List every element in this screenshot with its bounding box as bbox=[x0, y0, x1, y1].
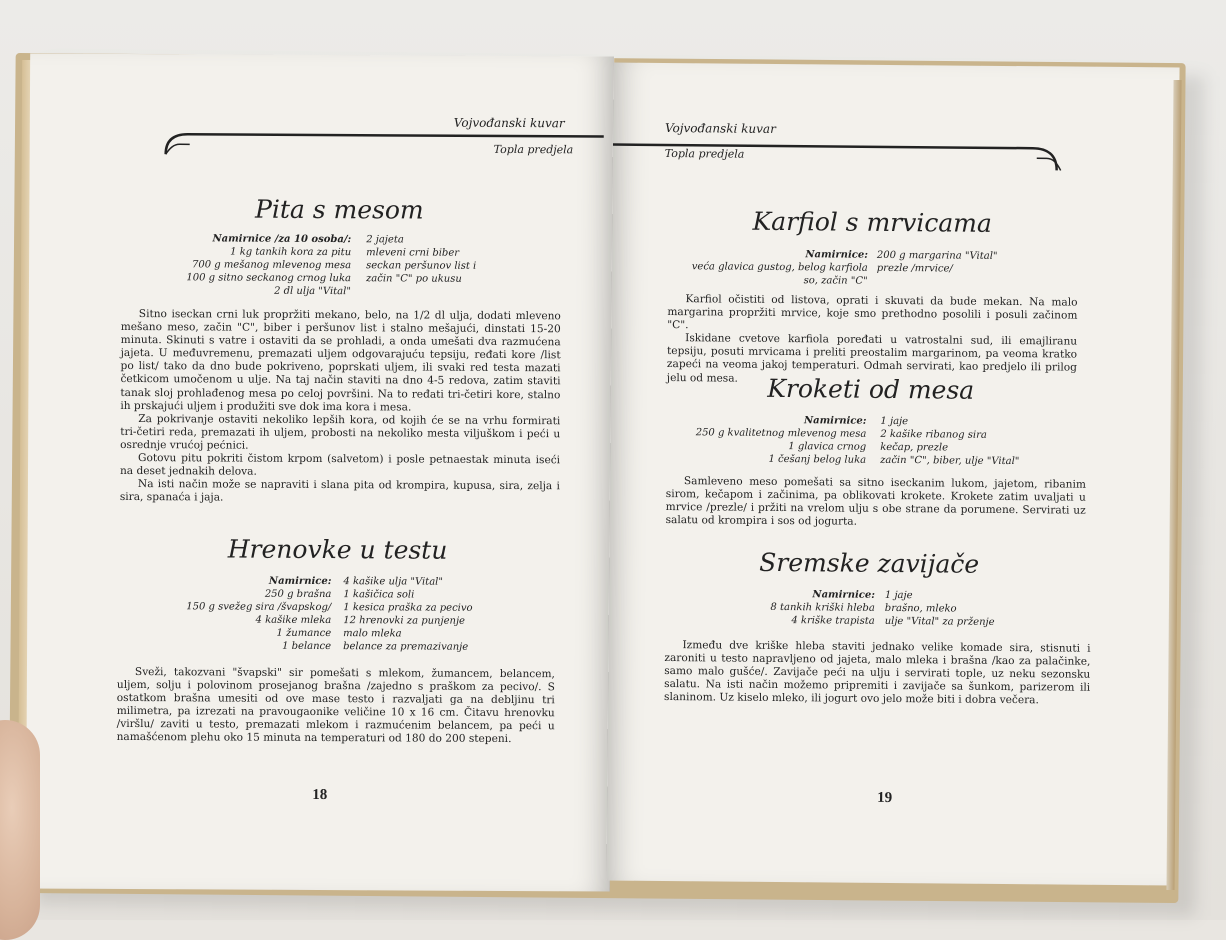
instruction-paragraph: Iskidane cvetove karfiola poređati u vatrostalni sud, ili emajliranu tepsiju, posuti mrvicama i preliti preostalim margarinom, pa veoma kratko zapeći na veoma jakoj temperaturi. Odmah servirati, kao predjelo ili prilog jelu od mesa. bbox=[666, 332, 1078, 385]
recipe-instructions bbox=[664, 639, 1091, 708]
ingredients-list bbox=[29, 231, 613, 304]
instruction-paragraph: Sveži, takozvani "švapski" sir pomešati s mlekom, žumancem, belancem, uljem, solju i polovinom prosejanog brašna /zajedno s praškom za pecivo/. S ostatkom brašna umesiti od ove mase testo i razvaljati ga na debljinu tri milimetra, pa izrezati na pravougaonike veličine 10 x 16 cm. Čitavu hrenovku /viršlu/ zaviti u testo, premazati mlekom i razmućenim belancem, pa peći u namašćenom plehu oko 15 minuta na temperaturi od 180 do 200 stepeni. bbox=[116, 666, 555, 746]
ingredient-item: prezle /mrvice/ bbox=[876, 262, 953, 275]
instruction-paragraph: Samleveno meso pomešati sa sitno iseckanim lukom, jajetom, ribanim sirom, kečapom i začinima, pa oblikovati krokete. Krokete zatim uvaljati u mrvice /prezle/ i pržiti na vrelom ulju s obe strane da porumene. Servirati uz salatu od krompira i sos od jogurta. bbox=[665, 475, 1086, 528]
ingredient-item: malo mleka bbox=[343, 628, 402, 640]
recipe-title: Kroketi od mesa bbox=[767, 373, 975, 405]
instruction-paragraph: Između dve kriške hleba staviti jednako velike komade sira, stisnuti i zaroniti u testo napravljeno od jajeta, malo mleka i brašna /kao za palačinke, samo malo gušće/. Zavijače peći na ulju i servirati tople, uz neku sezonsku salatu. Na isti način možemo pripremiti i zavijače sa šunkom, parizerom ili slaninom. Uz kiselo mleko, ili jogurt ovo jelo može biti i dobra večera. bbox=[663, 639, 1091, 707]
page-number: 19 bbox=[877, 789, 893, 807]
section-label-left: Topla predjela bbox=[493, 142, 574, 157]
ingredient-item: 1 kašičica soli bbox=[343, 589, 415, 601]
section-label-right: Topla predjela bbox=[664, 146, 745, 161]
instruction-paragraph: Za pokrivanje ostaviti nekoliko lepših kora, od kojih će se na vrhu formirati tri-četiri reda, premazati ih uljem, probosti na nekoliko mesta viljuškom i peći u osrednje vrućoj pećnici. bbox=[120, 412, 561, 452]
recipe-title: Sremske zavijače bbox=[759, 547, 980, 579]
recipe-title: Hrenovke u testu bbox=[227, 534, 448, 565]
instruction-paragraph: Gotovu pitu pokriti čistom krpom (salvetom) i posle petnaestak minuta iseći na deset jednakih delova. bbox=[119, 452, 561, 478]
ingredient-item: 2 dl ulja "Vital" bbox=[274, 285, 351, 298]
ingredient-item: začin "C", biber, ulje "Vital" bbox=[880, 454, 1020, 468]
recipe-instructions bbox=[117, 666, 555, 747]
ingredients-list bbox=[27, 573, 611, 661]
ingredient-item: so, začin "C" bbox=[803, 275, 868, 287]
left-page bbox=[26, 53, 614, 891]
ingredient-item: 1 glavica crnog bbox=[788, 441, 867, 453]
ingredients-list bbox=[612, 247, 1178, 292]
ingredient-item: 1 jaje bbox=[880, 415, 909, 428]
ingredient-item: 1 jaje bbox=[884, 589, 913, 602]
ingredients-list bbox=[609, 587, 1175, 637]
page-number: 18 bbox=[312, 786, 328, 804]
ingredient-item: 8 tankih kriški hleba bbox=[770, 601, 875, 614]
ingredient-item: 150 g svežeg sira /švapskog/ bbox=[186, 601, 332, 614]
thumb bbox=[0, 720, 40, 940]
ingredient-item: 250 g kvalitetnog mlevenog mesa bbox=[695, 427, 867, 440]
recipe-instructions bbox=[666, 475, 1086, 531]
instruction-paragraph: Sitno iseckan crni luk propržiti mekano, belo, na 1/2 dl ulja, dodati mleveno mešano meso, začin "C", biber i peršunov list i stalno mešajući, dinstati 15-20 minuta. Skinuti s vatre i ostaviti da se prohladi, a onda umešati dva razmućena jajeta. U međuvremenu, premazati uljem odgovarajuću tepsiju, ređati kore /list po list/ tako da dno bude pokriveno, poprskati uljem, ili svaki red testa mazati četkicom umočenom u ulje. Na taj način staviti na dno 4-5 redova, zatim staviti tanak sloj prohlađenog mesa po celoj površini. Na to ređati tri-četiri kore, stalno ih prskajući uljem i produžiti sve dok ima kora i mesa. bbox=[120, 308, 561, 414]
ingredient-item: 2 jajeta bbox=[366, 234, 404, 246]
ingredient-item: veća glavica gustog, belog karfiola bbox=[691, 261, 868, 274]
ingredient-item: brašno, mleko bbox=[884, 602, 957, 615]
ingredient-item: kečap, prezle bbox=[880, 441, 949, 454]
ingredient-item: začin "C" po ukusu bbox=[365, 273, 462, 285]
ingredient-item: 2 kašike ribanog sira bbox=[880, 428, 987, 441]
ingredient-item: 250 g brašna bbox=[264, 588, 332, 601]
ingredient-item: 12 hrenovki za punjenje bbox=[343, 615, 466, 627]
header-title-right: Vojvođanski kuvar bbox=[664, 120, 776, 136]
ingredient-item: 200 g margarina "Vital" bbox=[876, 249, 998, 262]
ingredients-list bbox=[610, 413, 1176, 473]
ingredient-item: 1 belance bbox=[282, 640, 332, 653]
recipe-title: Karfiol s mrvicama bbox=[752, 206, 992, 238]
ingredient-item: 1 kesica praška za pecivo bbox=[343, 602, 473, 614]
ingredient-heading: Namirnice: bbox=[268, 575, 332, 588]
ingredient-heading: Namirnice /za 10 osoba/: bbox=[212, 233, 352, 246]
ingredient-heading: Namirnice: bbox=[803, 415, 867, 427]
instruction-paragraph: Na isti način može se napraviti i slana pita od krompira, kupusa, sira, zelja i sira, spanaća i jaja. bbox=[119, 478, 560, 504]
ingredient-item: 100 g sitno seckanog crnog luka bbox=[186, 272, 352, 285]
ingredient-item: 1 kg tankih kora za pitu bbox=[230, 246, 352, 259]
recipe-instructions bbox=[120, 308, 561, 507]
ingredient-item: 4 kašike ulja "Vital" bbox=[343, 576, 444, 588]
ingredient-item: mleveni crni biber bbox=[366, 247, 460, 259]
header-title-left: Vojvođanski kuvar bbox=[453, 115, 565, 131]
right-page bbox=[606, 63, 1179, 886]
ingredient-item: 1 češanj belog luka bbox=[768, 453, 867, 466]
instruction-paragraph: Karfiol očistiti od listova, oprati i skuvati da bude mekan. Na malo margarina propržiti mrvice, koje smo prethodno posolili i posuli začinom "C". bbox=[667, 293, 1078, 332]
ingredient-item: 4 kašike mleka bbox=[255, 614, 332, 627]
ingredient-heading: Namirnice: bbox=[812, 589, 875, 601]
ingredient-item: 700 g mešanog mlevenog mesa bbox=[191, 259, 352, 272]
ingredient-item: 4 kriške trapista bbox=[791, 615, 875, 627]
ingredient-item: 1 žumance bbox=[276, 627, 332, 640]
recipe-title: Pita s mesom bbox=[255, 194, 424, 225]
ingredient-item: belance za premazivanje bbox=[343, 641, 469, 653]
ingredient-item: seckan peršunov list i bbox=[366, 260, 477, 272]
ingredient-heading: Namirnice: bbox=[805, 249, 868, 261]
ingredient-item: ulje "Vital" za prženje bbox=[884, 615, 995, 628]
